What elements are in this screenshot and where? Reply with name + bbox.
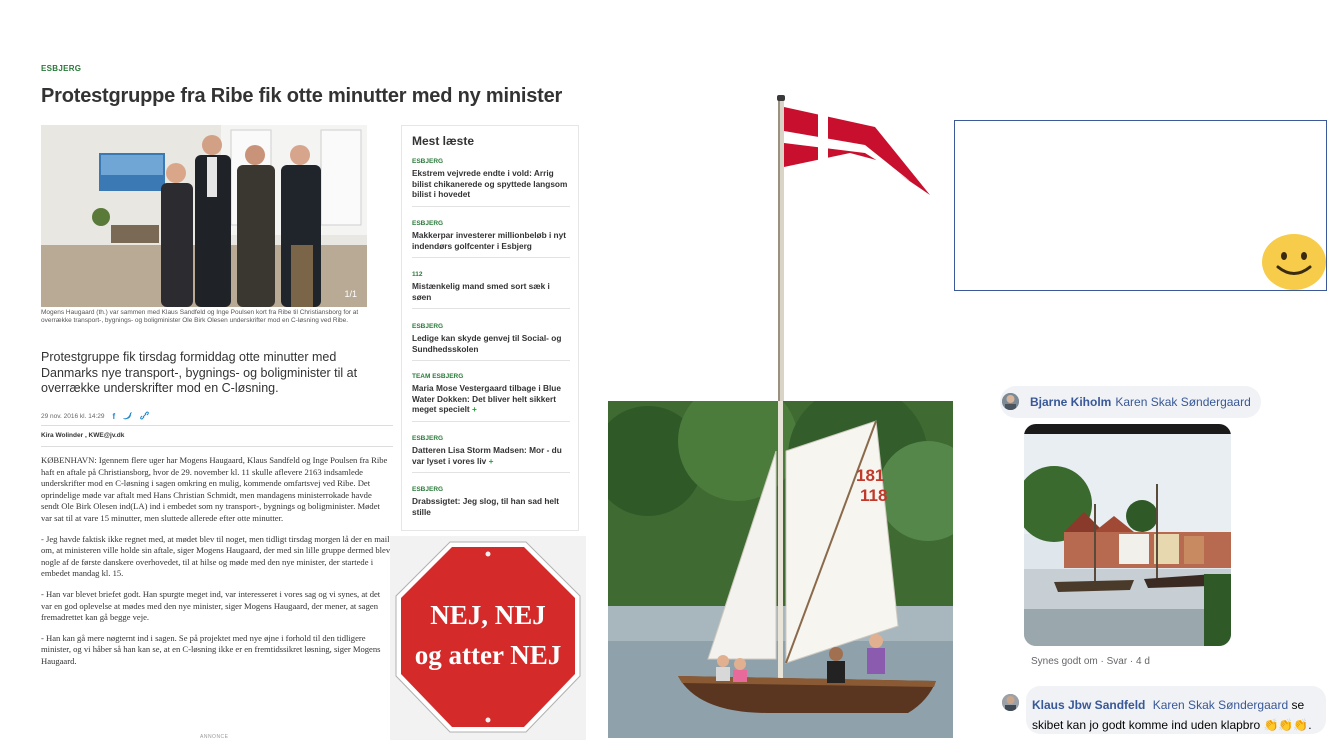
most-read-tag: ESBJERG [412, 323, 444, 330]
avatar[interactable] [1002, 694, 1019, 711]
most-read-headline[interactable]: Mistænkelig mand smed sort sæk i søen [412, 281, 550, 302]
stop-sign-icon [390, 536, 586, 740]
danish-flag-image [770, 95, 940, 415]
avatar[interactable] [1002, 393, 1019, 410]
most-read-item[interactable] [412, 435, 570, 473]
stop-sign-image [390, 536, 586, 740]
article-lead: Protestgruppe fik tirsdag formiddag otte minutter med Danmarks nye transport-, bygnings- og boligminister til at overrække underskrifter mod en C-løsning. [41, 350, 358, 395]
most-read-tag: TEAM ESBJERG [412, 373, 464, 380]
comment-body [1026, 686, 1326, 734]
comment-actions[interactable]: Synes godt om · Svar · 4 d [1031, 656, 1150, 667]
office-group-photo [41, 125, 367, 307]
tagged-user[interactable]: Karen Skak Søndergaard [1152, 698, 1289, 712]
divider [41, 446, 393, 447]
most-read-headline[interactable]: Makkerpar investerer millionbeløb i nyt indendørs golfcenter i Esbjerg [412, 230, 567, 251]
plus-badge: + [488, 455, 494, 466]
most-read-tag: ESBJERG [412, 435, 444, 442]
tagged-user[interactable]: Karen Skak Søndergaard [1115, 395, 1251, 409]
svg-text:181: 181 [856, 466, 885, 485]
link-icon[interactable] [140, 411, 149, 422]
ad-label: ANNONCE [200, 734, 229, 740]
smiley-icon [1262, 234, 1326, 290]
svg-text:118: 118 [860, 486, 888, 505]
body-paragraph: - Jeg havde faktisk ikke regnet med, at mødet blev til noget, men tidligt tirsdag morgen lå der en mail om, at ministeren ville holde sin aftale, siger Mogens Haugaard, der med sin lille gruppe dermed blev nogle af de første danskere overhovedet, til at hilse og møde med den nye minister, der startede i embedet mandag kl. 15. [41, 533, 391, 579]
most-read-item[interactable] [412, 220, 570, 258]
clapping-hands-icon: 👏👏👏. [1263, 718, 1312, 732]
most-read-tag: ESBJERG [412, 158, 444, 165]
plus-badge: + [471, 404, 477, 414]
article-date: 29 nov. 2016 kl. 14:29 [41, 413, 105, 420]
comment-text: se skibet kan jo godt komme ind uden klapbro [1032, 698, 1305, 732]
most-read-tag: 112 [412, 271, 423, 278]
most-read-tag: ESBJERG [412, 486, 444, 493]
section-tag[interactable]: ESBJERG [41, 64, 82, 73]
most-read-tag: ESBJERG [412, 220, 444, 227]
article-meta [41, 411, 391, 422]
most-read-item[interactable] [412, 158, 570, 207]
most-read-headline[interactable]: Ekstrem vejvrede endte i vold: Arrig bilist chikanerede og spyttede langsom bilist i hovedet [412, 168, 568, 199]
body-paragraph: - Han var blevet briefet godt. Han spurgte meget ind, var interesseret i vores sag og vi synes, at det var en god oplevelse at mødes med den nye minister, siger Mogens Haugaard, der mener, at sagen fremadrettet kan gå begge veje. [41, 588, 381, 623]
sailboat-photo [608, 401, 953, 738]
article-author[interactable]: Kira Wolinder , KWE@jv.dk [41, 432, 125, 439]
divider [41, 425, 393, 426]
sailboat-image [608, 401, 953, 738]
stop-line-1: NEJ, NEJ [430, 600, 546, 630]
article-headline[interactable]: Protestgruppe fra Ribe fik otte minutter med ny minister [41, 85, 563, 107]
photo-counter: 1/1 [344, 289, 357, 299]
comment-photo[interactable] [1024, 424, 1231, 646]
stop-line-2: og atter NEJ [414, 640, 562, 670]
photo-caption: Mogens Haugaard (th.) var sammen med Klaus Sandfeld og Inge Poulsen kort fra Ribe til Christiansborg for at overrække transport-, bygnings- og boligminister Ole Birk Olesen underskrifter mod en C-løsning ved Ribe. [41, 309, 359, 324]
article-body [41, 455, 391, 677]
most-read-item[interactable] [412, 373, 570, 422]
commenter-name[interactable]: Klaus Jbw Sandfeld [1032, 698, 1146, 712]
most-read-title: Mest læste [412, 134, 475, 148]
most-read-headline[interactable]: Maria Mose Vestergaard tilbage i Blue Water Dokken: Det bliver helt sikkert meget specielt + [412, 383, 561, 414]
most-read-item[interactable] [412, 323, 570, 361]
body-paragraph: - Han kan gå mere nøgternt ind i sagen. Se på projektet med nye øjne i forhold til den tidligere minister, og vi håber så han kan se, at en C-løsning ikke er en fremtidssikret løsning, siger Mogens Haugaard. [41, 632, 381, 666]
harbour-photo [1024, 424, 1231, 646]
commenter-name[interactable]: Bjarne Kiholm [1030, 395, 1112, 409]
blank-text-box [954, 120, 1327, 291]
facebook-icon[interactable]: f [112, 412, 116, 421]
comment-bubble[interactable] [1000, 386, 1261, 418]
most-read-headline[interactable]: Ledige kan skyde genvej til Social- og Sundhedsskolen [412, 333, 562, 354]
comment-bubble[interactable] [1000, 686, 1326, 736]
most-read-item[interactable] [412, 486, 570, 523]
twitter-icon[interactable] [123, 412, 132, 422]
most-read-headline[interactable]: Drabssigtet: Jeg slog, til han sad helt stille [412, 496, 560, 517]
most-read-headline[interactable]: Datteren Lisa Storm Madsen: Mor - du var lyset i vores liv + [412, 445, 562, 466]
most-read-item[interactable] [412, 271, 570, 309]
most-read-box [401, 125, 579, 531]
body-paragraph: KØBENHAVN: Igennem flere uger har Mogens Haugaard, Klaus Sandfeld og Inge Poulsen fra Ribe haft en aftale på Christiansborg, hvor de 29. november kl. 11 skulle aflevere 2163 indsamlede underskrifter mod en C-løsning i sagen omkring en mulig, kommende omfartsvej ved Ribe. Det oprindelige møde var aftalt med Hans Christian Schmidt, men mandagens ministerrokade havde sendt Ole Birk Olesen ind(LA) ind i embedet som ny transport-, bygnings og boligminister. Mødet var sat til at vare 15 minutter, men sluttede allerede efter otte minutter. [41, 455, 388, 523]
article-photo[interactable] [41, 125, 367, 307]
